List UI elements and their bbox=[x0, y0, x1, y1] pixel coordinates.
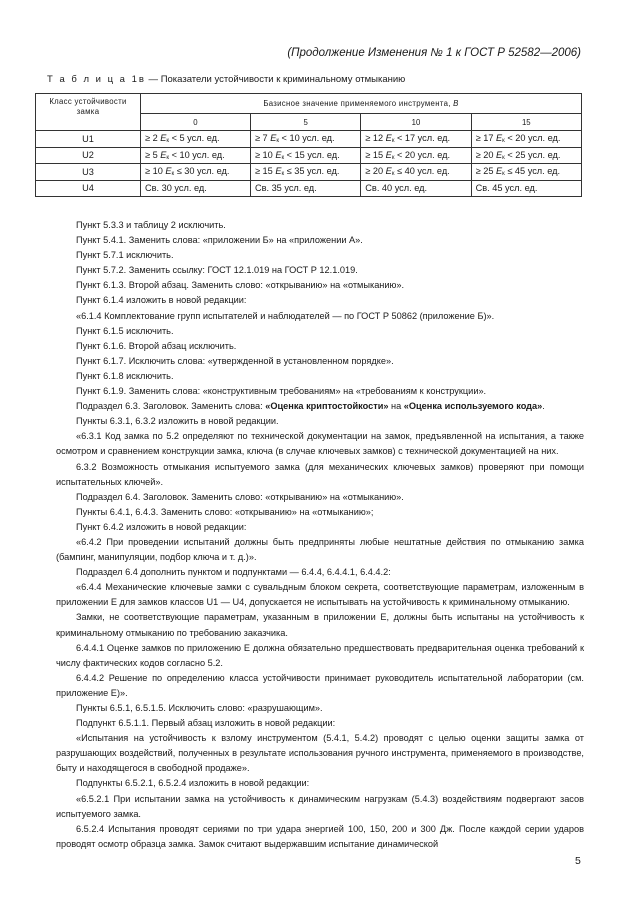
amendment-paragraph: Пункт 6.1.7. Исключить слова: «утвержденной в установленном порядке». bbox=[76, 355, 394, 366]
value-cell bbox=[361, 131, 471, 148]
amendment-paragraph: Подраздел 6.3. Заголовок. Заменить слова: «Оценка криптостойкости» на «Оценка используемого кода». bbox=[76, 401, 545, 412]
value-post: ≤ 45 усл. ед. bbox=[504, 166, 561, 177]
amendment-paragraph: Пункты 6.5.1, 6.5.1.5. Исключить слово: «разрушающим». bbox=[76, 703, 323, 713]
value-post: < 25 усл. ед. bbox=[504, 149, 561, 160]
value-subscript: к bbox=[281, 154, 285, 161]
amendment-paragraph: Пункт 6.1.5 исключить. bbox=[76, 325, 174, 336]
value-post: < 5 усл. ед. bbox=[169, 133, 220, 144]
amendment-paragraph: 6.4.4.1 Оценке замков по приложению Е должна обязательно предшествовать предварительная оценка требований к числу фактических кодов согласно 5.2. bbox=[56, 642, 584, 668]
page-number: 5 bbox=[575, 855, 581, 867]
amendment-paragraph: Пункт 6.1.4 изложить в новой редакции: bbox=[76, 295, 247, 306]
value-cell bbox=[141, 164, 251, 181]
resistance-table bbox=[35, 93, 582, 197]
value-pre: ≥ 10 E bbox=[254, 149, 282, 160]
amendment-paragraph: Пункт 6.1.8 исключить. bbox=[76, 370, 174, 381]
value-pre: Св. 45 усл. ед. bbox=[475, 183, 538, 194]
table-row bbox=[36, 147, 582, 164]
value-post: ≤ 35 усл. ед. bbox=[284, 166, 340, 177]
lock-class-cell: U4 bbox=[36, 180, 141, 197]
subheader-cell: 5 bbox=[250, 114, 360, 131]
header-tool-base-value: Базисное значение применяемого инструмента, B bbox=[141, 94, 582, 114]
value-cell bbox=[471, 180, 581, 197]
value-cell bbox=[141, 147, 251, 164]
table-caption-label: Т а б л и ц а 1в bbox=[47, 74, 146, 85]
value-subscript: к bbox=[502, 154, 505, 161]
value-subscript: к bbox=[166, 138, 170, 145]
value-pre: ≥ 12 E bbox=[365, 133, 392, 144]
value-pre: ≥ 15 E bbox=[254, 166, 282, 177]
amendment-paragraph: «6.1.4 Комплектование групп испытателей и наблюдателей — по ГОСТ Р 50862 (приложение Б)». bbox=[76, 310, 495, 321]
amendment-paragraph: «Испытания на устойчивость к взлому инструментом (5.4.1, 5.4.2) проводят с целью оценки защиты замка от разрушающих воздействий, полученных в результате использования ручного инструмента, применяемого в производстве, быту и находящегося в свободной продаже». bbox=[56, 733, 584, 774]
amendment-paragraph: Пункт 6.1.6. Второй абзац исключить. bbox=[76, 340, 237, 351]
amendment-paragraph: Подпункт 6.5.1.1. Первый абзац изложить в новой редакции: bbox=[76, 718, 336, 729]
value-pre: ≥ 20 E bbox=[475, 149, 503, 160]
value-cell bbox=[471, 147, 581, 164]
table-caption-title: — Показатели устойчивости к криминальному отмыканию bbox=[145, 74, 406, 85]
amendment-paragraph: Подраздел 6.4. Заголовок. Заменить слово: «открыванию» на «отмыканию». bbox=[76, 491, 404, 502]
value-subscript: к bbox=[391, 171, 395, 178]
value-cell bbox=[250, 164, 360, 181]
value-post: < 20 усл. ед. bbox=[504, 133, 561, 144]
amendment-paragraph: Замки, не соответствующие параметрам, указанным в приложении Е, должны быть испытаны на устойчивость к криминальному отмыканию по требованию заказчика. bbox=[56, 612, 584, 638]
subheader-cell: 10 bbox=[361, 114, 471, 131]
value-pre: ≥ 17 E bbox=[475, 133, 503, 144]
value-cell bbox=[361, 164, 471, 181]
lock-class-cell: U2 bbox=[36, 147, 141, 164]
value-post: < 15 усл. ед. bbox=[284, 149, 340, 160]
amendment-paragraph: Подраздел 6.4 дополнить пунктом и подпунктами — 6.4.4, 6.4.4.1, 6.4.4.2: bbox=[76, 567, 391, 578]
value-pre: ≥ 5 E bbox=[145, 149, 167, 160]
lock-class-cell: U3 bbox=[36, 164, 141, 181]
value-pre: ≥ 15 E bbox=[365, 149, 392, 160]
value-subscript: к bbox=[276, 138, 279, 145]
table-row bbox=[36, 164, 582, 181]
amendment-paragraph: Подпункты 6.5.2.1, 6.5.2.4 изложить в новой редакции: bbox=[76, 778, 310, 789]
table-caption bbox=[47, 74, 405, 85]
table-row bbox=[36, 131, 582, 148]
document-header: (Продолжение Изменения № 1 к ГОСТ Р 52582—2006) bbox=[287, 47, 581, 59]
value-pre: ≥ 10 E bbox=[145, 166, 172, 177]
value-subscript: к bbox=[391, 138, 395, 145]
amendment-paragraph: Пункт 5.4.1. Заменить слова: «приложении Б» на «приложении А». bbox=[76, 235, 363, 246]
value-pre: ≥ 7 E bbox=[254, 133, 277, 144]
amendment-paragraph: Пункт 6.1.9. Заменить слова: «конструктивным требованиям» на «требованиям к конструкции». bbox=[76, 386, 487, 397]
amendment-paragraph: «6.4.4 Механические ключевые замки с сувальдным блоком секрета, соответствующие параметрам, изложенным в приложении Е для замков классов U1 — U4, допускается не испытывать на устойчивость к криминальному отмыканию. bbox=[56, 582, 584, 608]
value-subscript: к bbox=[502, 171, 505, 178]
amendment-paragraph: «6.5.2.1 При испытании замка на устойчивость к динамическим нагрузкам (5.4.3) воздействиям подвергают засов испытуемого замка. bbox=[56, 793, 584, 819]
value-post: ≤ 40 усл. ед. bbox=[394, 166, 450, 177]
amendment-text bbox=[56, 218, 584, 852]
amendment-paragraph: 6.4.4.2 Решение по определению класса устойчивости принимает руководитель испытательной лаборатории (см. приложение Е)». bbox=[56, 672, 584, 698]
value-subscript: к bbox=[166, 154, 170, 161]
value-cell bbox=[141, 180, 251, 197]
table-body bbox=[36, 131, 582, 197]
header-lock-class: Класс устойчивости замка bbox=[36, 94, 141, 131]
amendment-paragraph: «6.4.2 При проведении испытаний должны быть предприняты любые нештатные действия по отмыканию замка (бампинг, манипуляции, подбор ключа и т. д.)». bbox=[56, 536, 584, 563]
amendment-paragraph: «6.3.1 Код замка по 5.2 определяют по технической документации на замок, предъявленной на испытания, а также осмотром и сравнением конструкции замка, ключа (в случае ключевых замков) с технической документацией на них. bbox=[56, 431, 584, 457]
value-pre: ≥ 25 E bbox=[475, 166, 503, 177]
amendment-paragraph: Пункты 6.4.1, 6.4.3. Заменить слово: «открыванию» на «отмыканию»; bbox=[76, 506, 374, 517]
lock-class-cell: U1 bbox=[36, 131, 141, 148]
value-cell bbox=[250, 180, 360, 197]
amendment-paragraph: Пункты 6.3.1, 6.3.2 изложить в новой редакции. bbox=[76, 416, 279, 427]
subheader-cell: 15 bbox=[471, 114, 581, 131]
value-pre: Св. 35 усл. ед. bbox=[254, 183, 317, 194]
value-subscript: к bbox=[391, 154, 395, 161]
subheader-cell: 0 bbox=[141, 114, 251, 131]
value-post: < 10 усл. ед. bbox=[169, 149, 225, 160]
value-post: < 20 усл. ед. bbox=[394, 149, 451, 160]
amendment-paragraph: Пункт 6.4.2 изложить в новой редакции: bbox=[76, 521, 247, 532]
value-pre: Св. 30 усл. ед. bbox=[145, 183, 207, 194]
value-subscript: к bbox=[502, 138, 505, 145]
value-pre: ≥ 20 E bbox=[365, 166, 392, 177]
amendment-paragraph: 6.3.2 Возможность отмыкания испытуемого замка (для механических ключевых замков) проверяют при помощи испытательных ключей». bbox=[56, 461, 584, 487]
amendment-paragraph: Пункт 5.7.1 исключить. bbox=[76, 250, 174, 261]
value-cell bbox=[361, 180, 471, 197]
value-cell bbox=[471, 164, 581, 181]
value-post: < 17 усл. ед. bbox=[394, 133, 451, 144]
value-post: < 10 усл. ед. bbox=[278, 133, 335, 144]
amendment-paragraph: Пункт 6.1.3. Второй абзац. Заменить слово: «открыванию» на «отмыканию». bbox=[76, 280, 405, 291]
value-cell bbox=[250, 147, 360, 164]
value-post: ≤ 30 усл. ед. bbox=[174, 166, 230, 177]
value-pre: ≥ 2 E bbox=[145, 133, 167, 144]
value-cell bbox=[361, 147, 471, 164]
value-cell bbox=[141, 131, 251, 148]
value-pre: Св. 40 усл. ед. bbox=[365, 183, 428, 194]
value-cell bbox=[250, 131, 360, 148]
table-row bbox=[36, 180, 582, 197]
value-subscript: к bbox=[171, 171, 175, 178]
value-cell bbox=[471, 131, 581, 148]
amendment-paragraph: Пункт 5.7.2. Заменить ссылку: ГОСТ 12.1.019 на ГОСТ Р 12.1.019. bbox=[76, 265, 358, 276]
amendment-paragraph: 6.5.2.4 Испытания проводят сериями по три удара энергией 100, 150, 200 и 300 Дж. После каждой серии ударов проводят осмотр образца замка. Замок считают выдержавшим испытание динамической bbox=[56, 823, 584, 849]
amendment-paragraph: Пункт 5.3.3 и таблицу 2 исключить. bbox=[76, 220, 226, 230]
value-subscript: к bbox=[281, 171, 285, 178]
